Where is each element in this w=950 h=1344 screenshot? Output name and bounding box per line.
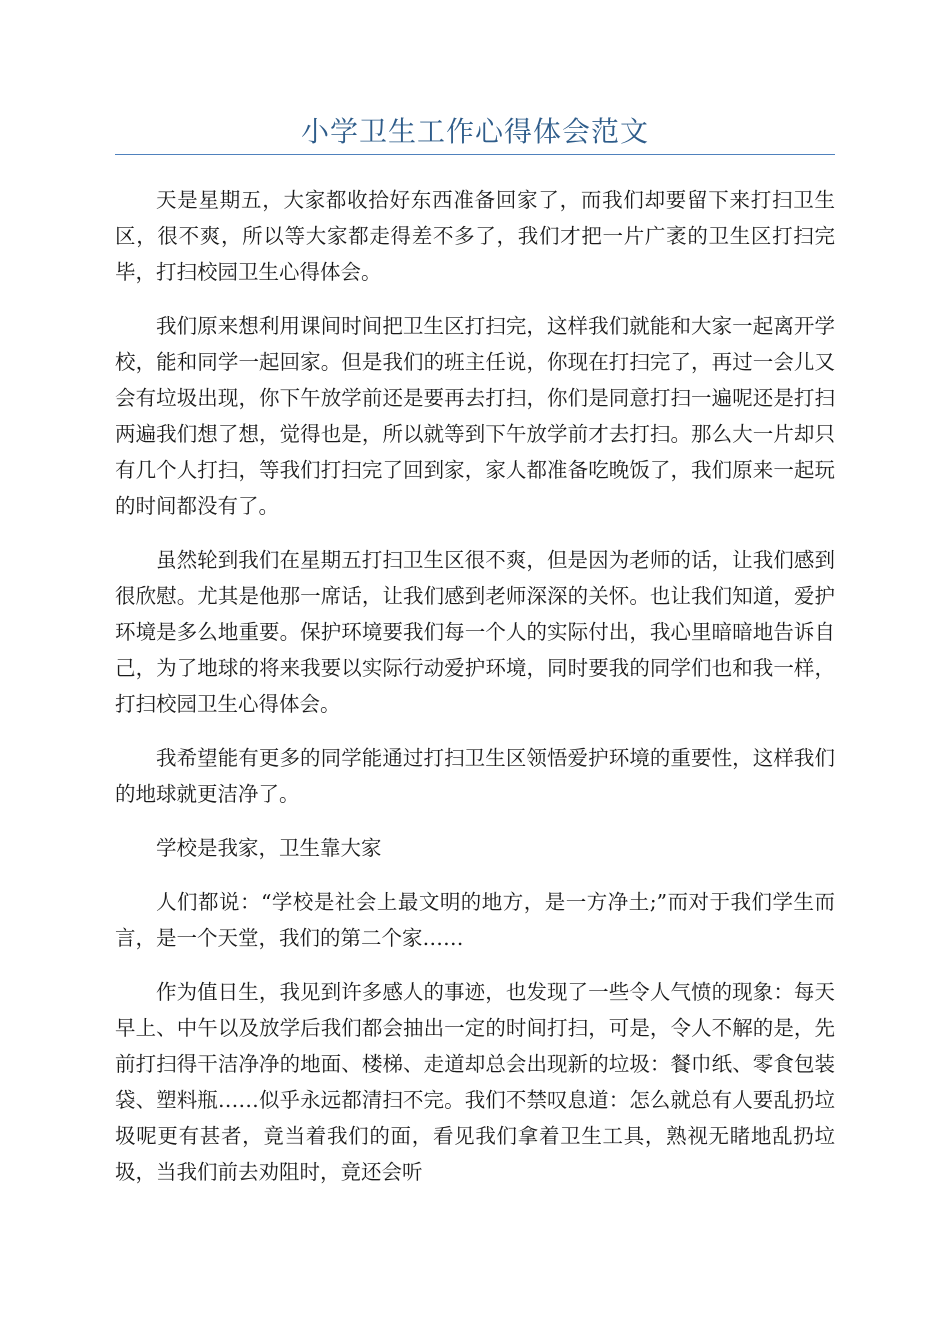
title-underline xyxy=(115,154,835,155)
paragraph-3: 虽然轮到我们在星期五打扫卫生区很不爽，但是因为老师的话，让我们感到很欣慰。尤其是他那一席话，让我们感到老师深深的关怀。也让我们知道，爱护环境是多么地重要。保护环境要我们每一个人的实际付出，我心里暗暗地告诉自己，为了地球的将来我要以实际行动爱护环境，同时要我的同学们也和我一样，打扫校园卫生心得体会。 xyxy=(115,548,835,716)
paragraph-5: 人们都说：“学校是社会上最文明的地方，是一方净土;”而对于我们学生而言，是一个天堂，我们的第二个家…… xyxy=(115,890,835,950)
paragraph-4: 我希望能有更多的同学能通过打扫卫生区领悟爱护环境的重要性，这样我们的地球就更洁净了。 xyxy=(115,746,835,806)
paragraph-2: 我们原来想利用课间时间把卫生区打扫完，这样我们就能和大家一起离开学校，能和同学一起回家。但是我们的班主任说，你现在打扫完了，再过一会儿又会有垃圾出现，你下午放学前还是要再去打扫，你们是同意打扫一遍呢还是打扫两遍我们想了想，觉得也是，所以就等到下午放学前才去打扫。那么大一片却只有几个人打扫，等我们打扫完了回到家，家人都准备吃晚饭了，我们原来一起玩的时间都没有了。 xyxy=(115,314,835,518)
paragraph-1: 天是星期五，大家都收拾好东西准备回家了，而我们却要留下来打扫卫生区，很不爽，所以等大家都走得差不多了，我们才把一片广袤的卫生区打扫完毕，打扫校园卫生心得体会。 xyxy=(115,188,835,284)
paragraph-6: 作为值日生，我见到许多感人的事迹，也发现了一些令人气愤的现象：每天早上、中午以及放学后我们都会抽出一定的时间打扫，可是，令人不解的是，先前打扫得干洁净净的地面、楼梯、走道却总会出现新的垃圾：餐巾纸、零食包装袋、塑料瓶……似乎永远都清扫不完。我们不禁叹息道：怎么就总有人要乱扔垃圾呢更有甚者，竟当着我们的面，看见我们拿着卫生工具，熟视无睹地乱扔垃圾，当我们前去劝阻时，竟还会听 xyxy=(115,980,835,1184)
page-title: 小学卫生工作心得体会范文 xyxy=(300,115,649,148)
document-body xyxy=(115,182,835,1208)
section-heading: 学校是我家，卫生靠大家 xyxy=(156,836,382,860)
